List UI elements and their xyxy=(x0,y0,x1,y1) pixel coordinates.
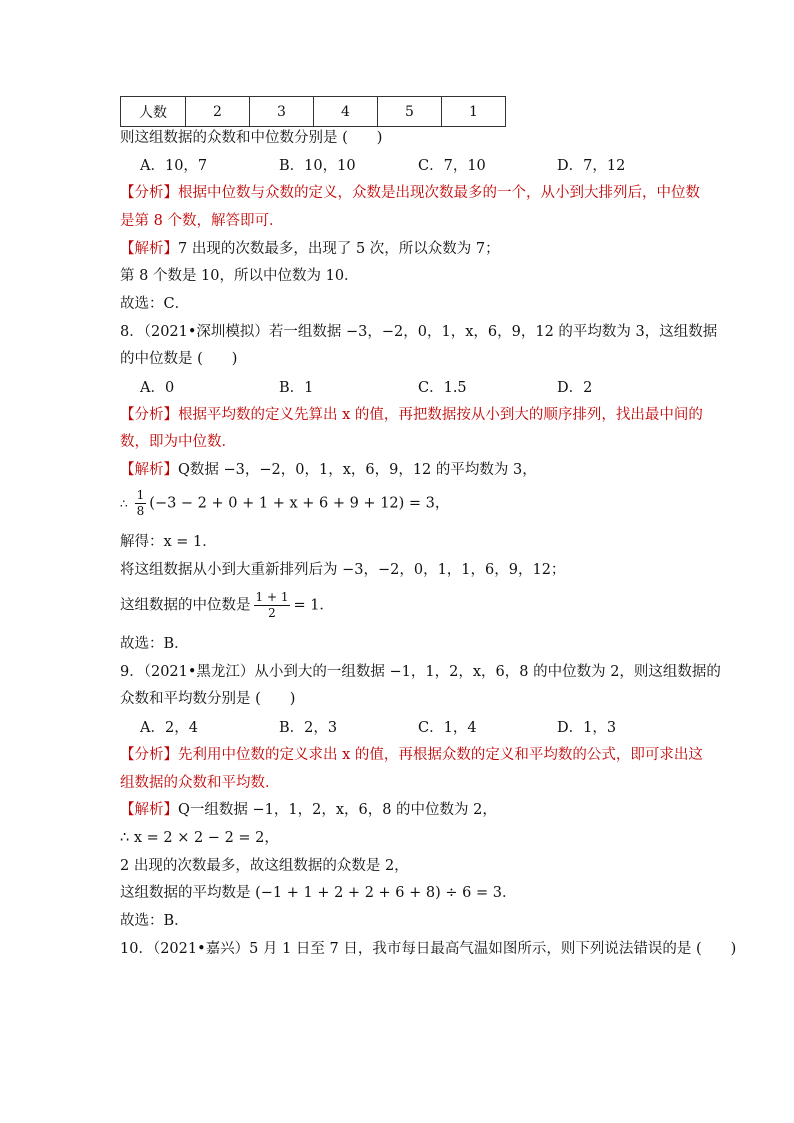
q8-median xyxy=(120,590,334,621)
q9-option-a: A．2，4 xyxy=(140,720,198,736)
q7-solution-line2: 第 8 个数是 10，所以中位数为 10． xyxy=(120,268,359,284)
solution-text: Q数据 −3，−2，0，1，x，6，9，12 的平均数为 3， xyxy=(178,462,537,478)
table-cell: 2 xyxy=(186,97,250,127)
q9-analysis-line2: 组数据的众数和平均数． xyxy=(120,775,280,791)
q9-solution-line1 xyxy=(120,800,497,820)
q9-stem-line1: 9．（2021•黑龙江）从小到大的一组数据 −1，1，2，x，6，8 的中位数为 2，则这组数据的 xyxy=(120,664,721,680)
solution-text: 7 出现的次数最多，出现了 5 次，所以众数为 7； xyxy=(178,241,500,257)
q7-option-a: A．10，7 xyxy=(140,158,208,174)
analysis-tag: 【分析】 xyxy=(120,185,178,201)
q7-analysis-line1 xyxy=(120,183,700,203)
q8-solve: 解得：x = 1． xyxy=(120,534,217,550)
q8-analysis-line1 xyxy=(120,405,703,425)
solution-text: Q一组数据 −1，1，2，x，6，8 的中位数为 2， xyxy=(178,802,497,818)
solution-tag: 【解析】 xyxy=(120,462,178,478)
q8-solution-line1 xyxy=(120,460,537,480)
q8-option-a: A．0 xyxy=(140,380,175,396)
therefore-symbol: ∴ xyxy=(120,496,128,511)
data-table xyxy=(120,96,506,127)
q9-option-b: B．2，3 xyxy=(279,720,338,736)
q9-answer: 故选：B． xyxy=(120,913,189,929)
fraction-denominator: 2 xyxy=(268,606,276,620)
q10-stem: 10．（2021•嘉兴）5 月 1 日至 7 日，我市每日最高气温如图所示，则下列说法错误的是 ( ) xyxy=(120,941,737,957)
q9-stem-line2: 众数和平均数分别是 ( ) xyxy=(120,691,296,707)
q9-solution-line3: 2 出现的次数最多，故这组数据的众数是 2， xyxy=(120,858,409,874)
q8-answer: 故选：B． xyxy=(120,636,189,652)
analysis-tag: 【分析】 xyxy=(120,747,178,763)
fraction xyxy=(254,590,291,621)
solution-tag: 【解析】 xyxy=(120,241,178,257)
q8-options xyxy=(140,378,696,398)
q7-analysis-line2: 是第 8 个数，解答即可． xyxy=(120,213,284,229)
q9-solution-line2: ∴ x = 2 × 2 − 2 = 2， xyxy=(120,830,279,846)
analysis-tag: 【分析】 xyxy=(120,407,178,423)
q7-answer: 故选：C． xyxy=(120,296,190,312)
median-text: 这组数据的中位数是 xyxy=(120,597,251,614)
table-cell: 3 xyxy=(250,97,314,127)
fraction-numerator: 1 + 1 xyxy=(255,590,289,604)
fraction-numerator: 1 xyxy=(136,488,145,502)
q7-solution-line1 xyxy=(120,239,500,259)
analysis-text: 根据平均数的定义先算出 x 的值，再把数据按从小到大的顺序排列，找出最中间的 xyxy=(178,407,703,423)
fraction xyxy=(135,488,147,519)
q8-stem-line2: 的中位数是 ( ) xyxy=(120,351,238,367)
table-cell: 4 xyxy=(314,97,378,127)
q8-option-b: B．1 xyxy=(279,380,314,396)
q8-sorted: 将这组数据从小到大重新排列后为 −3，−2，0，1，1，6，9，12； xyxy=(120,562,566,578)
equation-rest: (−3 − 2 + 0 + 1 + x + 6 + 9 + 12) = 3， xyxy=(149,495,450,512)
q8-stem-line1: 8．（2021•深圳模拟）若一组数据 −3，−2，0，1，x，6，9，12 的平均数为 3，这组数据 xyxy=(120,324,718,340)
q9-options xyxy=(140,718,696,738)
table-header-cell: 人数 xyxy=(121,97,186,127)
solution-tag: 【解析】 xyxy=(120,802,178,818)
median-result: = 1． xyxy=(293,597,334,614)
q8-option-d: D．2 xyxy=(557,380,593,396)
table-cell: 1 xyxy=(442,97,506,127)
q9-option-c: C．1，4 xyxy=(418,720,477,736)
q7-question: 则这组数据的众数和中位数分别是 ( ) xyxy=(120,130,383,146)
q7-option-b: B．10，10 xyxy=(279,158,356,174)
q9-option-d: D．1，3 xyxy=(557,720,617,736)
q8-option-c: C．1.5 xyxy=(418,380,467,396)
q8-equation xyxy=(120,488,449,519)
q9-analysis-line1 xyxy=(120,745,703,765)
table-cell: 5 xyxy=(378,97,442,127)
analysis-text: 先利用中位数的定义求出 x 的值，再根据众数的定义和平均数的公式，即可求出这 xyxy=(178,747,703,763)
q7-option-d: D．7，12 xyxy=(557,158,626,174)
table-row xyxy=(121,97,506,127)
analysis-text: 根据中位数与众数的定义，众数是出现次数最多的一个，从小到大排列后，中位数 xyxy=(178,185,700,201)
q7-options xyxy=(140,156,696,176)
fraction-denominator: 8 xyxy=(136,504,145,518)
q9-solution-line4: 这组数据的平均数是 (−1 + 1 + 2 + 2 + 6 + 8) ÷ 6 = 3． xyxy=(120,885,517,901)
q8-analysis-line2: 数，即为中位数． xyxy=(120,434,236,450)
q7-option-c: C．7，10 xyxy=(418,158,486,174)
